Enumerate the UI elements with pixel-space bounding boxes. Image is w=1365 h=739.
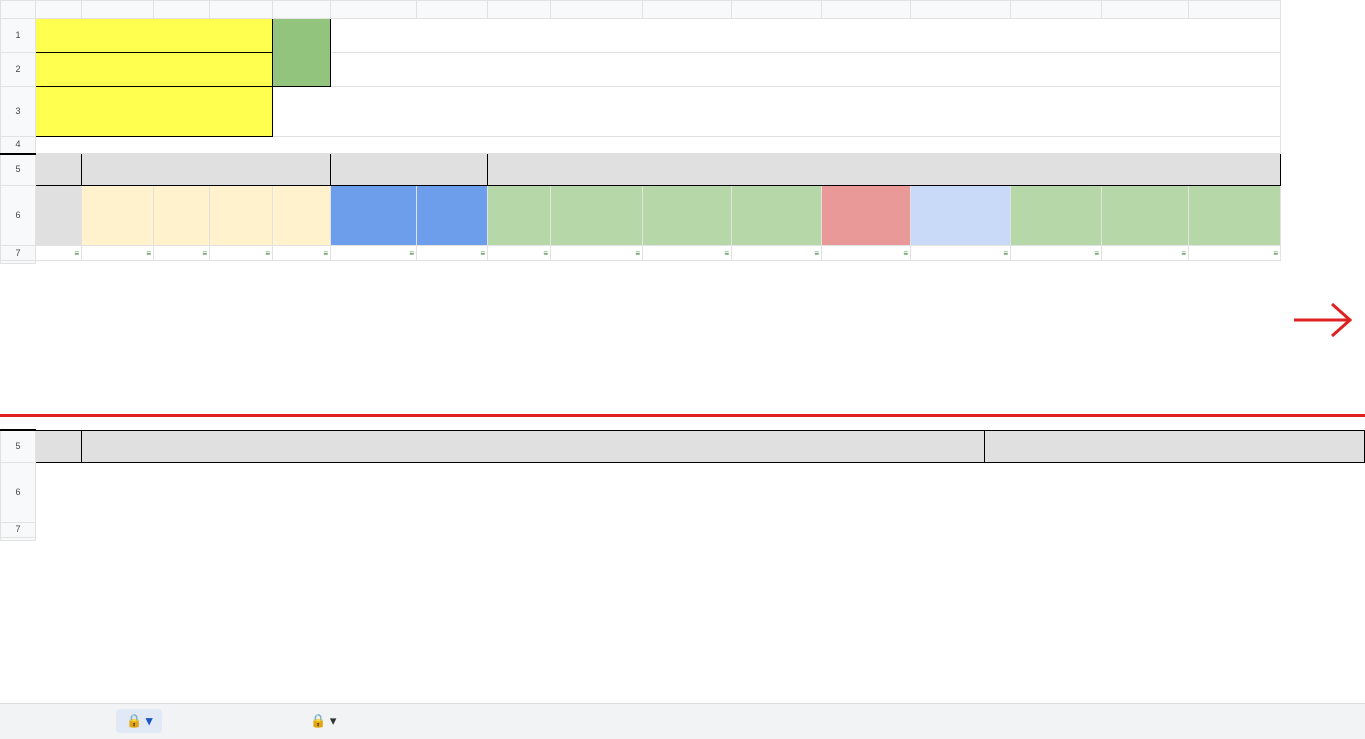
- group-notes[interactable]: [984, 430, 1364, 462]
- row-header-6[interactable]: 6: [1, 186, 36, 246]
- col-header-d[interactable]: [210, 1, 273, 19]
- header-10[interactable]: [643, 186, 732, 246]
- header-13[interactable]: [911, 186, 1011, 246]
- col-header-o[interactable]: [1102, 1, 1189, 19]
- row-header-2[interactable]: 2: [1, 53, 36, 87]
- group-money[interactable]: [81, 430, 984, 462]
- total-note-cell[interactable]: [36, 53, 273, 87]
- col-header-f[interactable]: [331, 1, 417, 19]
- header-16[interactable]: [1189, 186, 1281, 246]
- header-7[interactable]: [417, 186, 488, 246]
- header-8[interactable]: [488, 186, 551, 246]
- row-header-1[interactable]: 1: [1, 19, 36, 53]
- filter-cell[interactable]: [911, 246, 1011, 261]
- arrow-right-icon: [1292, 300, 1356, 340]
- total-value-cell[interactable]: [273, 19, 331, 87]
- col-header-n[interactable]: [1011, 1, 1102, 19]
- total-title-cell[interactable]: [36, 19, 273, 53]
- col-header-h[interactable]: [488, 1, 551, 19]
- col-header-l[interactable]: [822, 1, 911, 19]
- tab-statistics[interactable]: [300, 709, 346, 733]
- sheet-bottom-grid[interactable]: [0, 429, 1365, 541]
- header-11[interactable]: [732, 186, 822, 246]
- header-5[interactable]: [273, 186, 331, 246]
- col-header-j[interactable]: [643, 1, 732, 19]
- filter-cell[interactable]: [643, 246, 732, 261]
- filter-cell[interactable]: [551, 246, 643, 261]
- col-header-g[interactable]: [417, 1, 488, 19]
- sheet-tab-bar: [0, 703, 1365, 739]
- sheet-top-grid[interactable]: [0, 0, 1281, 264]
- chevron-down-icon: ▾: [145, 713, 153, 728]
- group-currency[interactable]: [331, 154, 488, 186]
- header-1[interactable]: [36, 186, 82, 246]
- group-time[interactable]: [82, 154, 331, 186]
- col-header-e[interactable]: [273, 1, 331, 19]
- filter-cell[interactable]: [732, 246, 822, 261]
- filter-cell[interactable]: [36, 246, 82, 261]
- lock-icon: 🔒: [126, 713, 143, 728]
- empty-cell[interactable]: [36, 137, 1281, 154]
- group-price-levels[interactable]: [488, 154, 1281, 186]
- filter-cell[interactable]: [273, 246, 331, 261]
- header-9[interactable]: [551, 186, 643, 246]
- row-header-7b[interactable]: 7: [1, 522, 36, 537]
- filter-cell[interactable]: [822, 246, 911, 261]
- filter-cell[interactable]: [210, 246, 273, 261]
- row-header-4[interactable]: 4: [1, 137, 36, 154]
- header-12[interactable]: [822, 186, 911, 246]
- lock-icon: 🔒: [310, 713, 327, 728]
- corner-cell[interactable]: [1, 1, 36, 19]
- group-num-cell[interactable]: [36, 154, 82, 186]
- col-header-m[interactable]: [911, 1, 1011, 19]
- header-2[interactable]: [82, 186, 154, 246]
- row-header-3[interactable]: 3: [1, 87, 36, 137]
- column-header-row: [1, 1, 1281, 19]
- filter-cell[interactable]: [1102, 246, 1189, 261]
- tab-traders-diary[interactable]: [116, 709, 162, 733]
- header-3[interactable]: [154, 186, 210, 246]
- header-6[interactable]: [331, 186, 417, 246]
- col-header-a[interactable]: [36, 1, 82, 19]
- filter-cell[interactable]: [1011, 246, 1102, 261]
- filter-cell[interactable]: [1189, 246, 1281, 261]
- filter-cell[interactable]: [488, 246, 551, 261]
- empty-cell[interactable]: [331, 19, 1281, 53]
- row-header-6b[interactable]: 6: [1, 462, 36, 522]
- row-header-5b[interactable]: 5: [1, 430, 36, 462]
- divider-red-line: [0, 414, 1365, 417]
- header-15[interactable]: [1102, 186, 1189, 246]
- header-14[interactable]: [1011, 186, 1102, 246]
- empty-cell[interactable]: [273, 87, 1281, 137]
- filter-cell[interactable]: [331, 246, 417, 261]
- group-num-cell[interactable]: [35, 430, 81, 462]
- separator-warning-cell[interactable]: [36, 87, 273, 137]
- filter-cell[interactable]: [82, 246, 154, 261]
- col-header-p[interactable]: [1189, 1, 1281, 19]
- filter-cell[interactable]: [417, 246, 488, 261]
- empty-cell[interactable]: [331, 53, 1281, 87]
- col-header-k[interactable]: [732, 1, 822, 19]
- row-header-7[interactable]: 7: [1, 246, 36, 261]
- col-header-b[interactable]: [82, 1, 154, 19]
- header-4[interactable]: [210, 186, 273, 246]
- col-header-c[interactable]: [154, 1, 210, 19]
- filter-cell[interactable]: [154, 246, 210, 261]
- chevron-down-icon: ▾: [329, 713, 337, 728]
- col-header-i[interactable]: [551, 1, 643, 19]
- row-header-5[interactable]: 5: [1, 154, 36, 186]
